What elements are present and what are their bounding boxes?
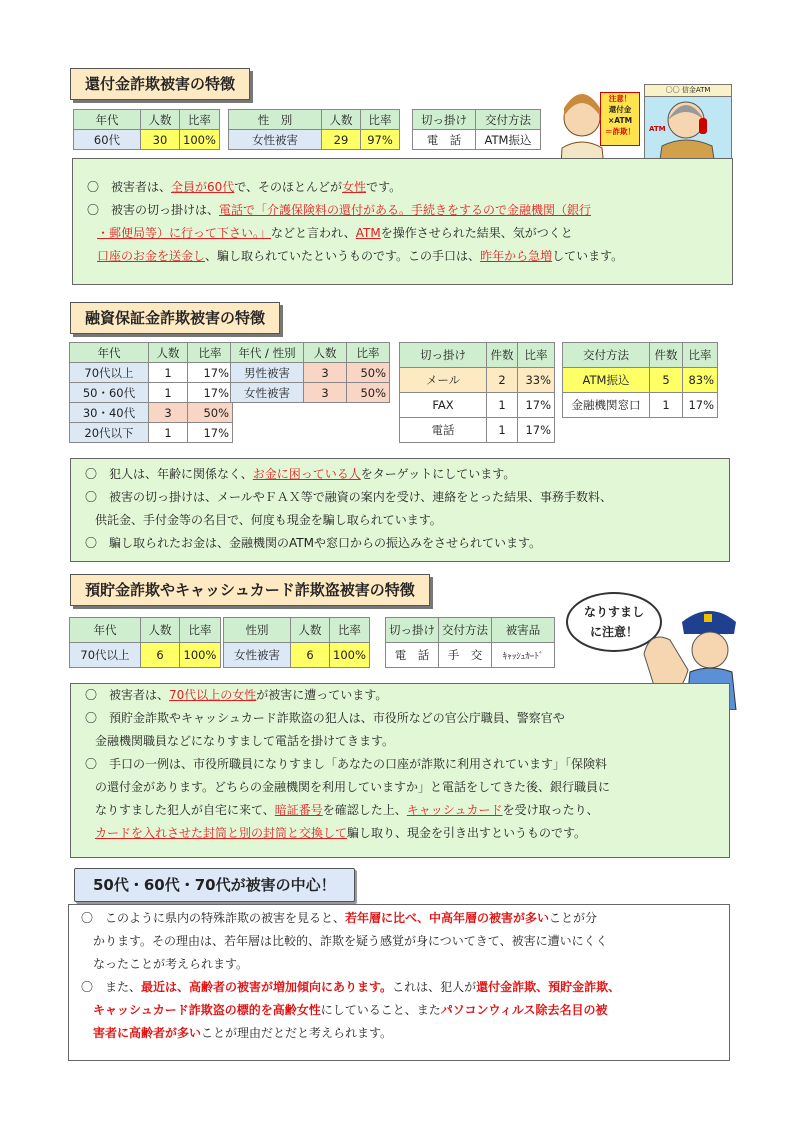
s4-explanation: 〇 このように県内の特殊詐欺の被害を見ると、若年層に比べ、中高年層の被害が多いことが分 かります。その理由は、若年層は比較的、詐欺を疑う感覚が身についてきて、被害に遭いにくく なったことが考えられます。 〇 また、最近は、高齢者の被害が増加傾向にあります。これは、犯人が還付金詐欺、預貯金詐欺、 キャッシュカード詐欺盗の標的を高齢女性にしていること、またパソコンウィルス除去名目の被 害者に高齢者が多いことが理由だとだと考えられます。 [68, 904, 730, 1061]
s2-sex-table: 年代 / 性別 人数 比率 男性被害 3 50% 女性被害 3 50% [230, 342, 390, 403]
s3-sex-table: 性別 人数 比率 女性被害 6 100% [223, 617, 370, 668]
section2-title: 融資保証金詐欺被害の特徴 [70, 302, 280, 334]
s2-pay-table: 交付方法 件数 比率 ATM振込 5 83% 金融機関窓口 1 17% [562, 342, 718, 418]
s1-sex-table: 性 別 人数 比率 女性被害 29 97% [228, 109, 400, 150]
s3-way-table: 切っ掛け 交付方法 被害品 電 話 手 交 ｷｬｯｼｭｶｰﾄﾞ [385, 617, 555, 668]
section1-title: 還付金詐欺被害の特徴 [70, 68, 250, 100]
section4-title: 50代・60代・70代が被害の中心！ [74, 868, 355, 902]
warning-note: 注意！ 還付金 ×ATM ＝詐欺！ [600, 92, 640, 146]
s3-explanation: 〇 被害者は、70代以上の女性が被害に遭っています。 〇 預貯金詐欺やキャッシュカード詐欺盗の犯人は、市役所などの官公庁職員、警察官や 金融機関職員などになりすまして電話を掛けてきます。 〇 手口の一例は、市役所職員になりすまし「あなたの口座が詐欺に利用されています」「保険料 の還付金があります。どちらの金融機関を利用していますか」と電話をしてきた後、銀行職員に なりすました犯人が自宅に来て、暗証番号を確認した上、キャッシュカードを受け取ったり、 カードを入れさせた封筒と別の封筒と交換して騙し取り、現金を引き出すというものです。 [70, 683, 730, 858]
s1-way-table: 切っ掛け 交付方法 電 話 ATM振込 [412, 109, 541, 150]
caution-bubble: なりすまし に注意！ [566, 592, 662, 652]
s1-age-table: 年代 人数 比率 60代 30 100% [73, 109, 220, 150]
s2-explanation: 〇 犯人は、年齢に関係なく、お金に困っている人をターゲットにしています。 〇 被害の切っ掛けは、メールやＦＡＸ等で融資の案内を受け、連絡をとった結果、事務手数料、 供託金、手付金等の名目で、何度も現金を騙し取られています。 〇 騙し取られたお金は、金融機関のATMや窓口からの振込みをさせられています。 [70, 458, 730, 562]
section3-title: 預貯金詐欺やキャッシュカード詐欺盗被害の特徴 [70, 574, 430, 606]
s2-age-table: 年代 人数 比率 70代以上 1 17% 50・60代 1 17% 30・40代 3 50% 20代以下 1 17% [69, 342, 233, 443]
atm-machine: 〇〇 信金ATM ATM [644, 84, 732, 186]
s2-way-table: 切っ掛け 件数 比率 メール 2 33% FAX 1 17% 電話 1 17% [399, 342, 555, 443]
s1-explanation: 〇 被害者は、全員が60代で、そのほとんどが女性です。 〇 被害の切っ掛けは、電話で「介護保険料の還付がある。手続きをするので金融機関（銀行 ・郵便局等）に行って下さい。」などと言われ、ATMを操作させられた結果、気がつくと 口座のお金を送金し、騙し取られていたというものです。この手口は、昨年から急増しています。 [72, 158, 733, 285]
s3-age-table: 年代 人数 比率 70代以上 6 100% [69, 617, 221, 668]
